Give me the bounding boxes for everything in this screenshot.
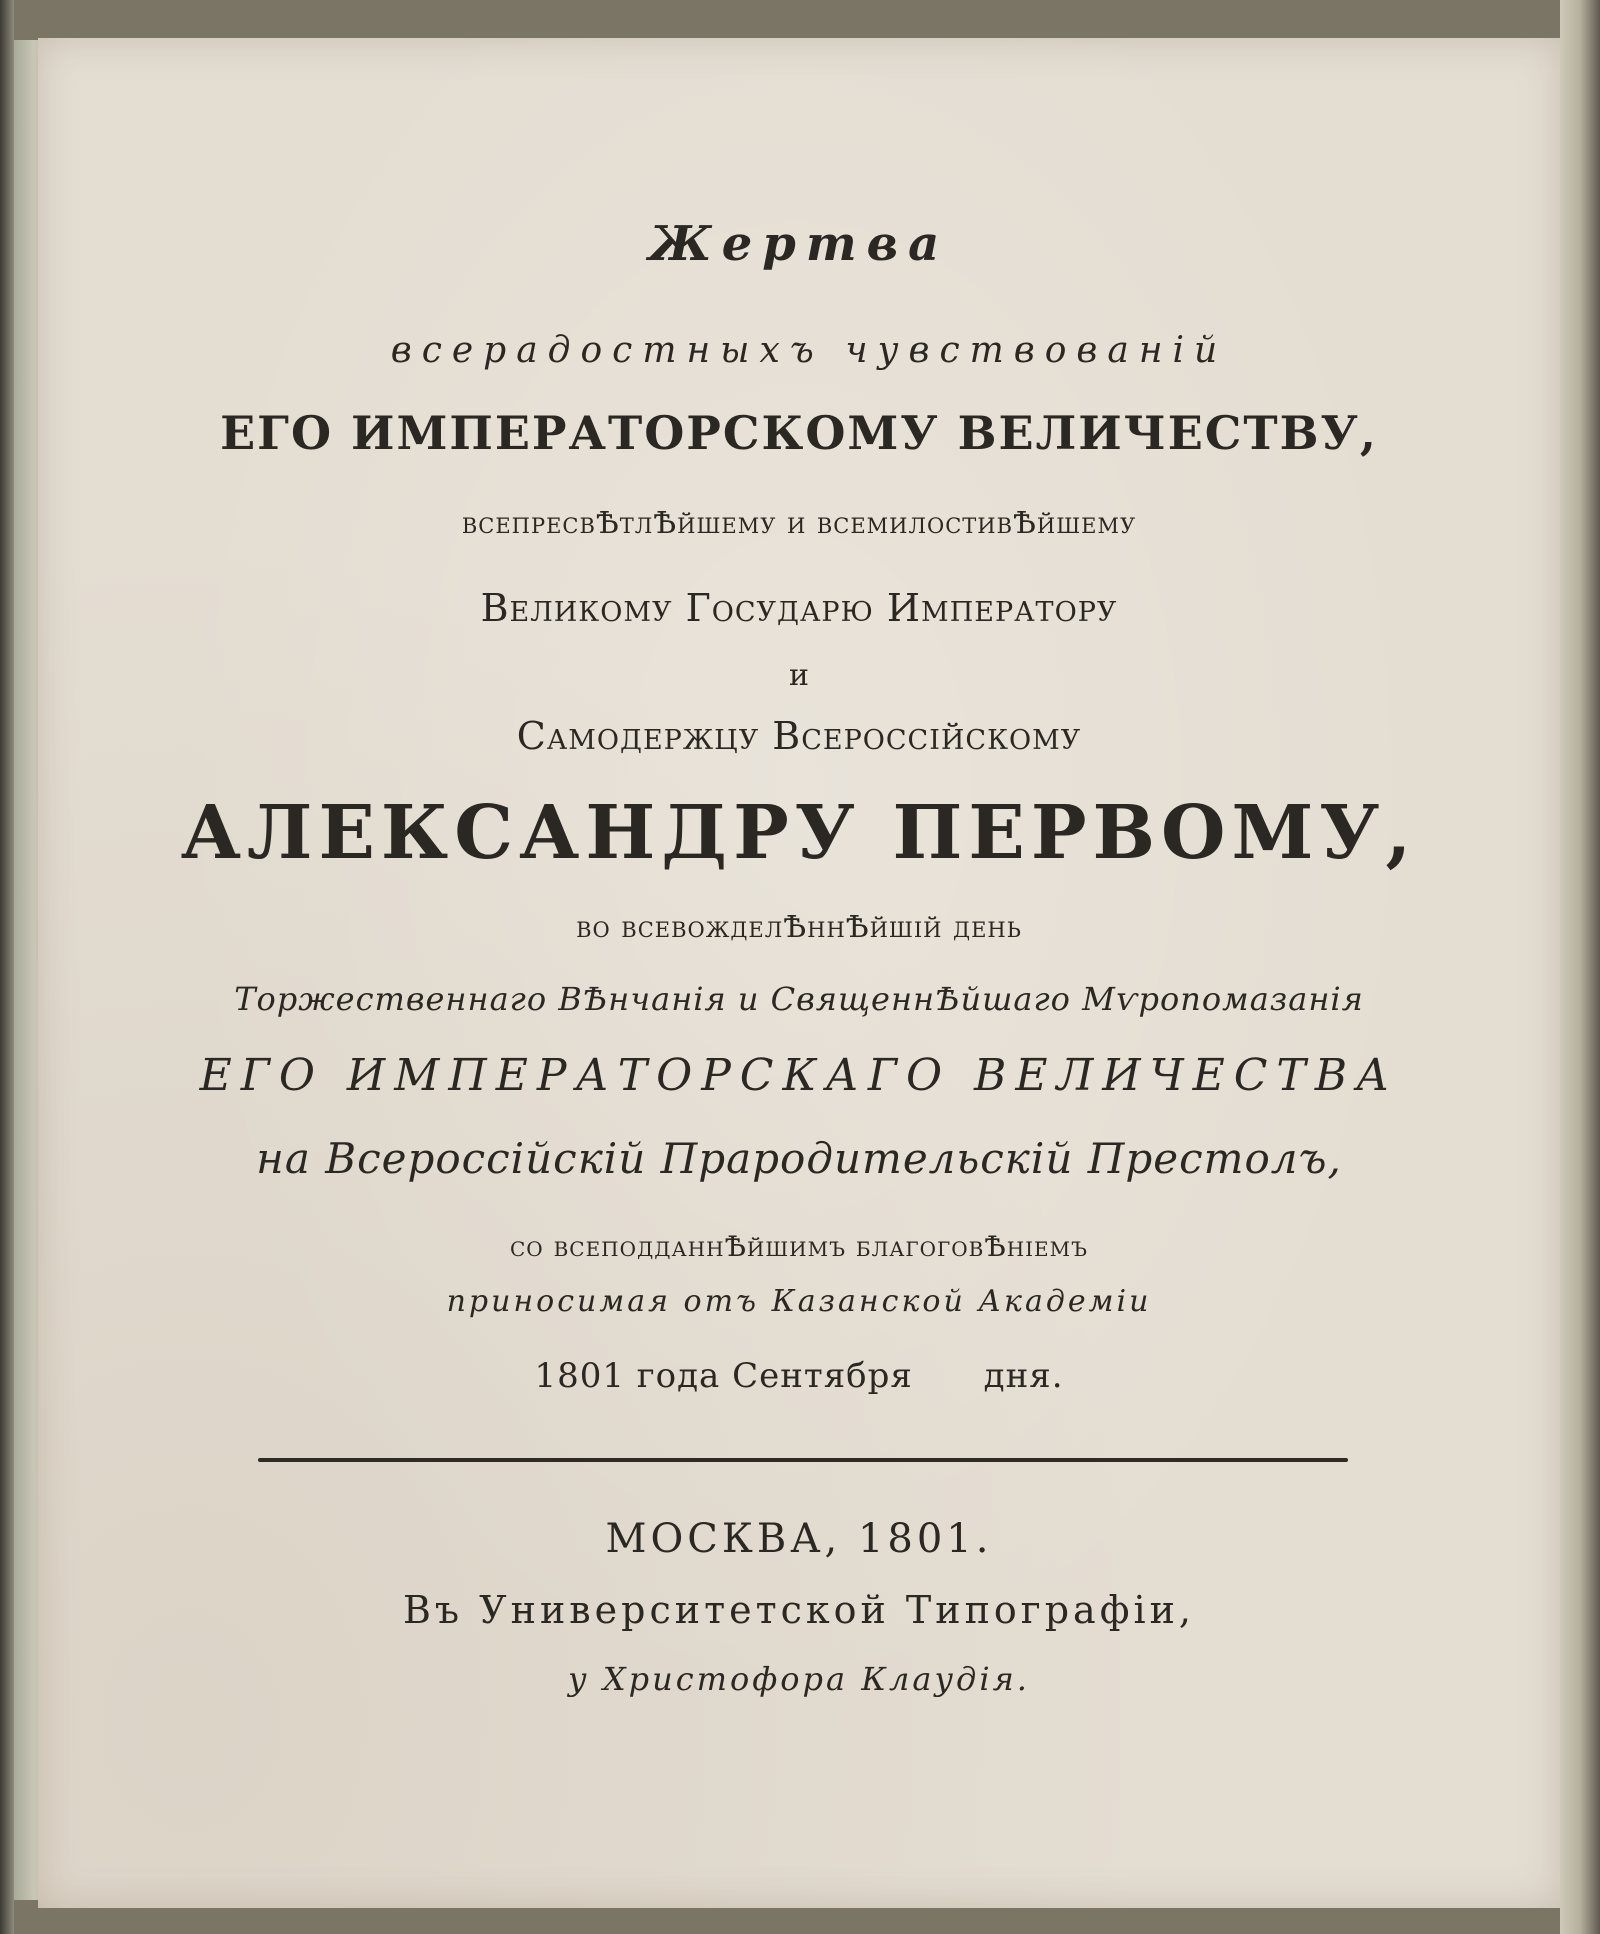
dedication-line-2: всепресвѢтлѢйшему и всемилостивѢйшему [461,506,1137,541]
imprint-city: МОСКВА, 1801. [605,1516,993,1562]
occasion-line-6: приносимая отъ Казанской Академіи [446,1284,1152,1319]
title-page [38,38,1560,1908]
document-title: Жертва [648,216,950,272]
page-fore-edge [1560,0,1600,1934]
dedication-line-5: Самодержцу Всероссійскому [516,714,1082,758]
dedication-line-4: и [789,658,809,693]
emperor-name: АЛЕКСАНДРУ ПЕРВОМУ, [180,790,1418,876]
document-subtitle: всерадостныхъ чувствованій [390,330,1228,371]
date-line: 1801 года Сентября дня. [534,1356,1064,1396]
occasion-line-3: ЕГО ИМПЕРАТОРСКАГО ВЕЛИЧЕСТВА [199,1050,1399,1101]
dedication-line-1: ЕГО ИМПЕРАТОРСКОМУ ВЕЛИЧЕСТВУ, [220,406,1378,460]
occasion-line-2: Торжественнаго ВѢнчанія и СвященнѢйшаго Мѵропомазанія [234,980,1364,1018]
occasion-line-5: со всеподданнѢйшимъ благоговѢніемъ [509,1230,1089,1263]
horizontal-rule [258,1458,1348,1462]
imprint-printer: у Христофора Клаудія. [568,1660,1030,1698]
scanner-background-left [0,0,14,1934]
imprint-press: Въ Университетской Типографіи, [402,1588,1196,1632]
occasion-line-1: во всевожделѢннѢйшій день [576,910,1022,945]
dedication-line-3: Великому Государю Императору [480,586,1118,630]
occasion-line-4: на Всероссійскій Прародительскій Престолъ, [256,1134,1342,1183]
